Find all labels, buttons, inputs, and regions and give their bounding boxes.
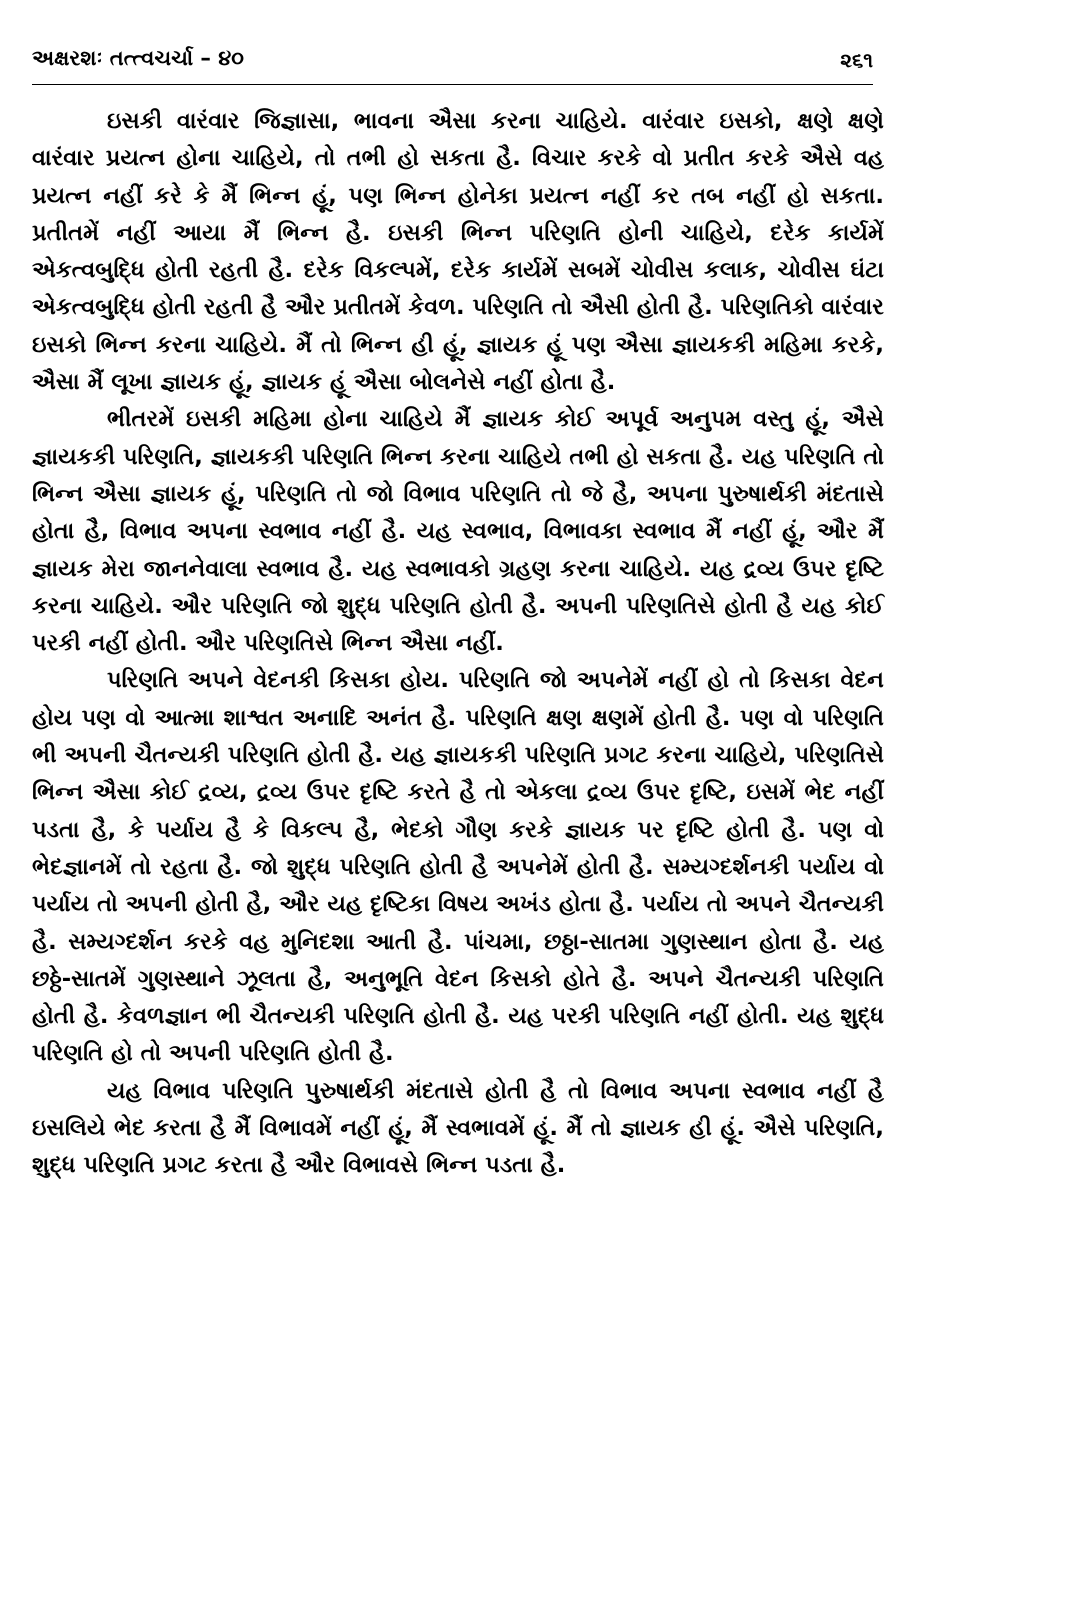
- paragraph-1: ઇસકી વારંવાર જિજ્ઞાસા, ભાવના ઐસા કરના ચાહિયે. વારંવાર ઇસકો, ક્ષણે ક્ષણે વારંવાર પ્રયત્ન હોના ચાહિયે, તો તભી હો સકતા હૈ. વિચાર કરકે વો પ્રતીત કરકે ઐસે વહ પ્રયત્ન નહીં કરે કે મૈં ભિન્ન હૂં, પણ ભિન્ન હોનેકા પ્રયત્ન નહીં કર તબ નહીં હો સકતા. પ્રતીતમેં નહીં આયા મૈં ભિન્ન હૈ. ઇસકી ભિન્ન પરિણતિ હોની ચાહિયે, દરેક કાર્યમેં એકત્વબુદ્ધિ હોતી રહતી હૈ. દરેક વિકલ્પમેં, દરેક કાર્યમેં સબમેં ચોવીસ કલાક, ચોવીસ ઘંટા એકત્વબુદ્ધિ હોતી રહતી હૈ ઔર પ્રતીતમેં કેવળ. પરિણતિ તો ઐસી હોતી હૈ. પરિણતિકો વારંવાર ઇસકો ભિન્ન કરના ચાહિયે. મૈં તો ભિન્ન હી હૂં, જ્ઞાયક હૂં પણ ઐસા જ્ઞાયકકી મહિમા કરકે, ઐસા મૈં લૂખા જ્ઞાયક હૂં, જ્ઞાયક હૂં ઐસા બોલનેસે નહીં હોતા હૈ.: [32, 108, 884, 396]
- page-header: [32, 44, 873, 85]
- page-number: ૨૬૧: [840, 48, 873, 72]
- page-body: [32, 103, 884, 1185]
- running-title: અક્ષરશઃ તત્ત્વચર્ચા – ૪૦: [32, 46, 244, 70]
- paragraph-2: ભીતરમેં ઇસકી મહિમા હોના ચાહિયે મૈં જ્ઞાયક કોઈ અપૂર્વ અનુપમ વસ્તુ હૂં, ઐસે જ્ઞાયકકી પરિણતિ, જ્ઞાયકકી પરિણતિ ભિન્ન કરના ચાહિયે તભી હો સકતા હૈ. યહ પરિણતિ તો ભિન્ન ઐસા જ્ઞાયક હૂં, પરિણતિ તો જો વિભાવ પરિણતિ તો જે હૈ, અપના પુરુષાર્થકી મંદતાસે હોતા હૈ, વિભાવ અપના સ્વભાવ નહીં હૈ. યહ સ્વભાવ, વિભાવકા સ્વભાવ મૈં નહીં હૂં, ઔર મૈં જ્ઞાયક મેરા જાનનેવાલા સ્વભાવ હૈ. યહ સ્વભાવકો ગ્રહણ કરના ચાહિયે. યહ દ્રવ્ય ઉપર દૃષ્ટિ કરના ચાહિયે. ઔર પરિણતિ જો શુદ્ધ પરિણતિ હોતી હૈ. અપની પરિણતિસે હોતી હૈ યહ કોઈ પરકી નહીં હોતી. ઔર પરિણતિસે ભિન્ન ઐસા નહીં.: [32, 406, 884, 657]
- paragraph-3: પરિણતિ અપને વેદનકી કિસકા હોય. પરિણતિ જો અપનેમેં નહીં હો તો કિસકા વેદન હોય પણ વો આત્મા શાશ્વત અનાદિ અનંત હૈ. પરિણતિ ક્ષણ ક્ષણમેં હોતી હૈ. પણ વો પરિણતિ ભી અપની ચૈતન્યકી પરિણતિ હોતી હૈ. યહ જ્ઞાયકકી પરિણતિ પ્રગટ કરના ચાહિયે, પરિણતિસે ભિન્ન ઐસા કોઈ દ્રવ્ય, દ્રવ્ય ઉપર દૃષ્ટિ કરતે હૈ તો એકલા દ્રવ્ય ઉપર દૃષ્ટિ, ઇસમેં ભેદ નહીં પડતા હૈ, કે પર્યાય હૈ કે વિકલ્પ હૈ, ભેદકો ગૌણ કરકે જ્ઞાયક પર દૃષ્ટિ હોતી હૈ. પણ વો ભેદજ્ઞાનમેં તો રહતા હૈ. જો શુદ્ધ પરિણતિ હોતી હૈ અપનેમેં હોતી હૈ. સમ્યગ્દર્શનકી પર્યાય વો પર્યાય તો અપની હોતી હૈ, ઔર યહ દૃષ્ટિકા વિષય અખંડ હોતા હૈ. પર્યાય તો અપને ચૈતન્યકી હૈ. સમ્યગ્દર્શન કરકે વહ મુનિદશા આતી હૈ. પાંચમા, છઠ્ઠા-સાતમા ગુણસ્થાન હોતા હૈ. યહ છઠ્ઠે-સાતમેં ગુણસ્થાને ઝૂલતા હૈ, અનુભૂતિ વેદન કિસકો હોતે હૈ. અપને ચૈતન્યકી પરિણતિ હોતી હૈ. કેવળજ્ઞાન ભી ચૈતન્યકી પરિણતિ હોતી હૈ. યહ પરકી પરિણતિ નહીં હોતી. યહ શુદ્ધ પરિણતિ હો તો અપની પરિણતિ હોતી હૈ.: [32, 667, 884, 1067]
- paragraph-4: યહ વિભાવ પરિણતિ પુરુષાર્થકી મંદતાસે હોતી હૈ તો વિભાવ અપના સ્વભાવ નહીં હૈ ઇસલિયે ભેદ કરતા હૈ મૈં વિભાવમેં નહીં હૂં, મૈં સ્વભાવમેં હૂં. મૈં તો જ્ઞાયક હી હૂં. ઐસે પરિણતિ, શુદ્ધ પરિણતિ પ્રગટ કરતા હૈ ઔર વિભાવસે ભિન્ન પડતા હૈ.: [32, 1077, 884, 1179]
